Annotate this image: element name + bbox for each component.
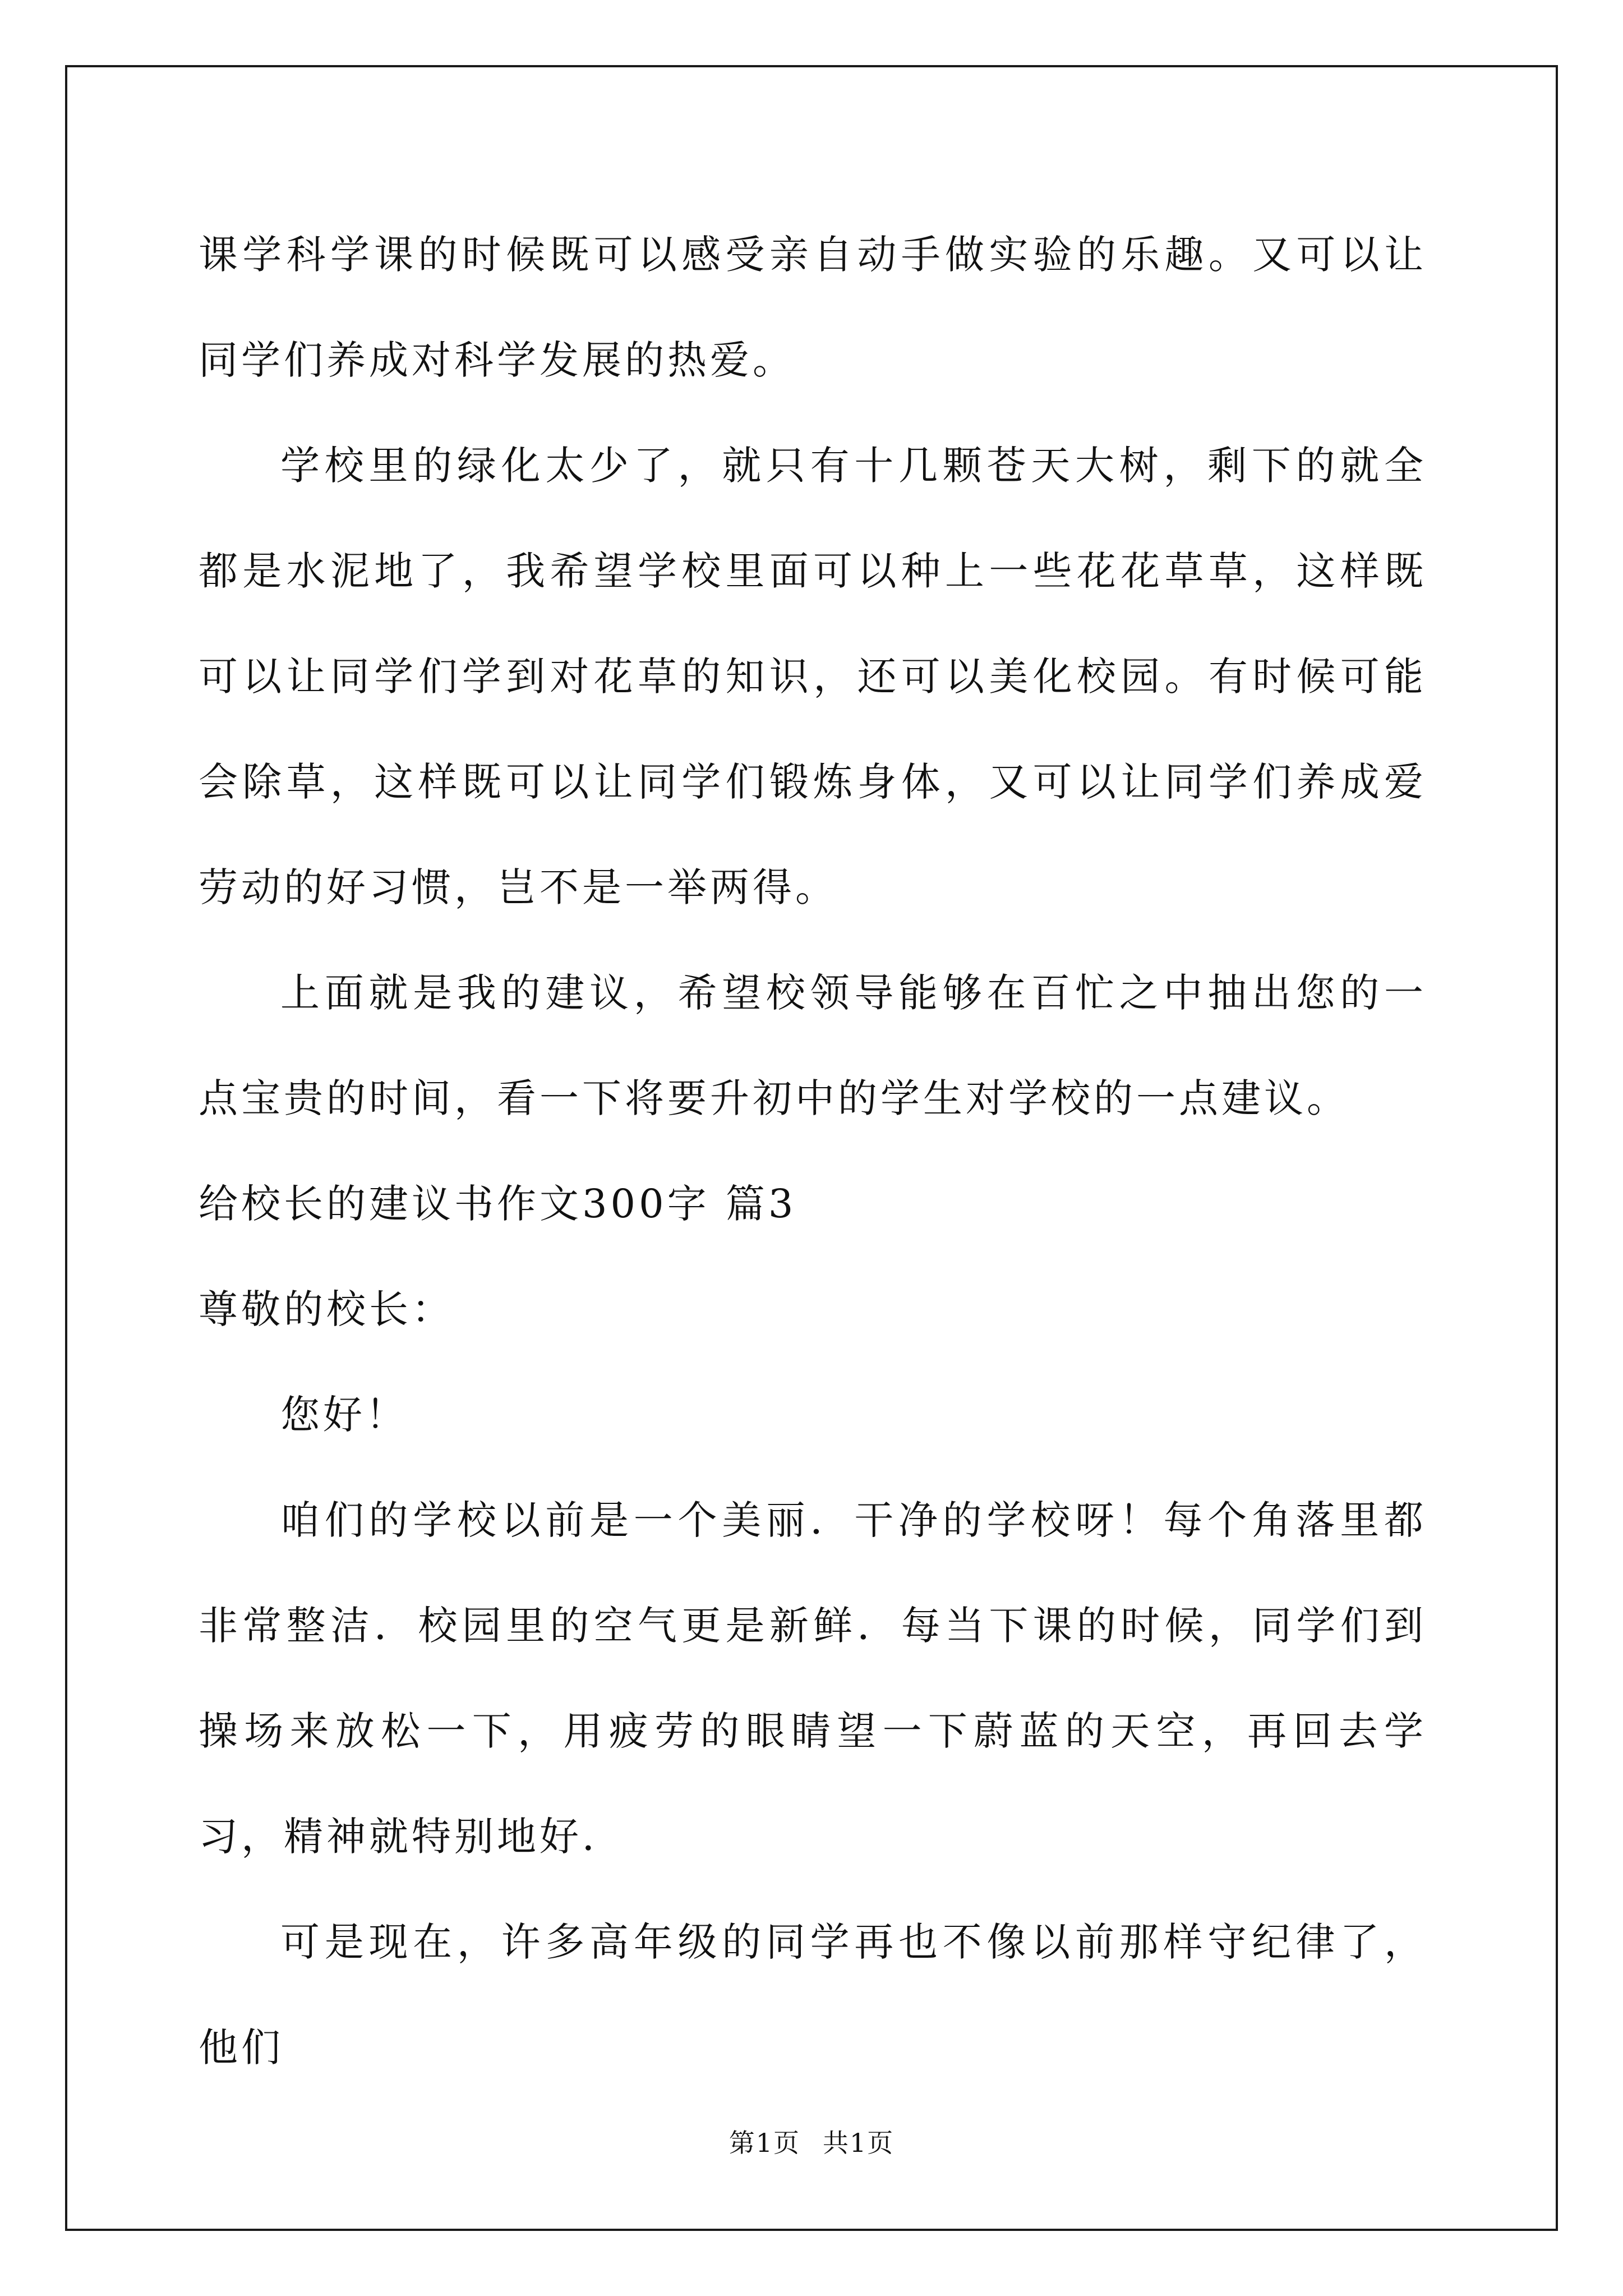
- page-number-total: 共1页: [823, 2128, 895, 2158]
- body-paragraph-1: 咱们的学校以前是一个美丽．干净的学校呀！每个角落里都非常整洁．校园里的空气更是新鲜．每当下课的时候，同学们到操场来放松一下，用疲劳的眼睛望一下蔚蓝的天空，再回去学习，精神就特别地好．: [199, 1497, 1427, 1860]
- paragraph-1: 课学科学课的时候既可以感受亲自动手做实验的乐趣。又可以让同学们养成对科学发展的热爱。: [199, 232, 1427, 383]
- section-title: 给校长的建议书作文300字 篇3: [199, 1181, 797, 1227]
- page-footer: [0, 2126, 1623, 2160]
- greeting: 您好！: [280, 1392, 408, 1438]
- salutation: 尊敬的校长：: [199, 1286, 454, 1332]
- paragraph-2: 学校里的绿化太少了，就只有十几颗苍天大树，剩下的就全都是水泥地了，我希望学校里面可以种上一些花花草草，这样既可以让同学们学到对花草的知识，还可以美化校园。有时候可能会除草，这样既可以让同学们锻炼身体，又可以让同学们养成爱劳动的好习惯，岂不是一举两得。: [199, 443, 1427, 910]
- body-paragraph-2: 可是现在，许多高年级的同学再也不像以前那样守纪律了，他们: [199, 1919, 1427, 2070]
- page-number-current: 第1页: [728, 2128, 800, 2158]
- paragraph-3: 上面就是我的建议，希望校领导能够在百忙之中抽出您的一点宝贵的时间，看一下将要升初中的学生对学校的一点建议。: [199, 970, 1427, 1121]
- document-body: [199, 202, 1427, 2100]
